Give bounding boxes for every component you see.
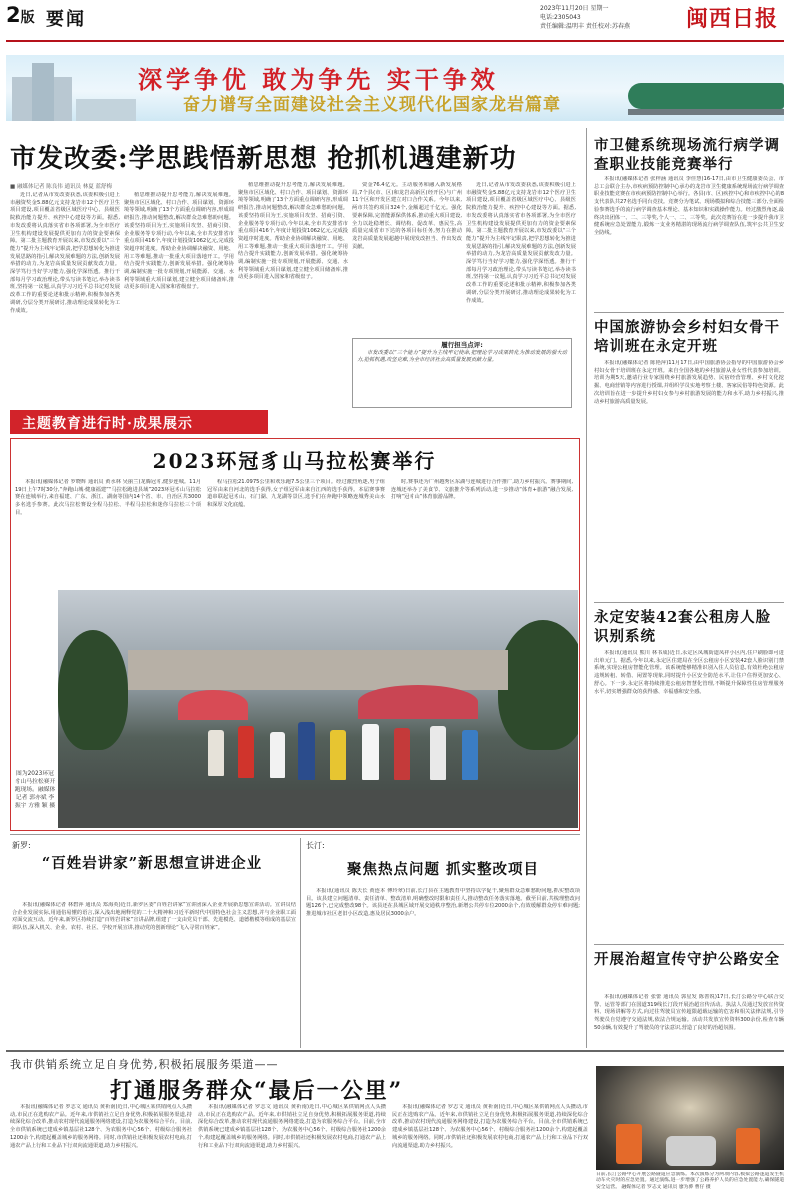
- right-rule: [594, 312, 784, 313]
- changting-body: 本报讯(通讯员 陈天长 黄连本 傅玲翠)日前,长汀县在主题教育中坚持以学促干,聚焦群众急难愁盼问题,抓实整改项目。该县建立问题清单、责任清单、整改清单,明确整改时限和责任人,推动整改任务落实落地。截至目前,共梳理整改问题126个,已完成整改98个。该县还在县城区域开展交通秩序整治,新增公共停车位2000余个,有效缓解群众停车难问题;推进城市社区老旧小区改造,惠及居民3000余户。: [306, 888, 580, 918]
- right-headline-4: 开展治超宣传守护公路安全: [594, 951, 780, 968]
- tunnel-photo-caption: 日前,长汀公路中心开展公路隧道应急演练。本次演练分为两项内容,模拟公路遂道发生机动车火灾时的应急处置。通过演练,进一步增强了公路养护人员的应急处置能力,确保隧道安全运营。 融媒体记者 罗志文 通讯员 廖为骅 曹仔 摄: [596, 1172, 784, 1190]
- lead-column-1: 近日,记者从市发改委获悉,该委积极引进上市融资奖金5.88亿元支持龙岩市12个医疗卫生项目建设,项目覆盖省级区域医疗中心、县级医院救治能力提升、疾控中心建设等方面。据悉,市发改委将认真落实省市各项部署,为全市医疗卫生机构建设发展提供更加有力的资金要素保障。第二批主题教育开展以来,市发改委以“三个能力”提升为主线牢记职责,把学思想转化为推进发展思路的指引,解决发展难题的方法,创新发展举措的动力,为龙岩高质量发展贡献发改力量。深学笃行当好学习能力,强化学深悟透。推行干部每月学习政治理论,带头写读书笔记,举办读书班,坚持第一议题,认真学习习近平总书记对发展改革工作的重要论述和批示精神,积极参加各类调研,分层分类开展研讨,推动理论成果转化为工作成效。: [10, 192, 120, 314]
- lead-column-3: 资金76.4亿元。主动服务和融入新发展格局,7个县(市、区)和龙岩高新区(经开区)与广州11个区和开发区建立对口合作关系。今年以来,两市共签约项目324个,金额超过千亿元。强化要素保障,完善能源保供体系,推动重大项目建设,全力以赴稳增长、调结构、促改革、惠民生,高质量完成省市下达的各项目标任务,努力在推动龙岩高质量发展超越中展现发改担当、作出发改贡献。: [352, 182, 462, 250]
- lead-byline: ■ 融媒体记者 陈良伟 通讯员 林夏 蓝舒梅: [10, 184, 112, 190]
- photo-runner: [394, 728, 410, 780]
- photo-balloons: [358, 685, 478, 719]
- photo-smoke: [666, 1136, 716, 1166]
- photo-runner: [362, 724, 379, 780]
- photo-worker: [736, 1128, 760, 1164]
- photo-runner: [298, 722, 315, 780]
- marathon-column-1: 本报讯(融媒体记者 罗晓辉 通讯员 黄水林 吴丽兰)龙腾冠豸,健步连城。11月19日上午7时30分,“奔跑山城·健康福建”“马拉松跑进县域”2023环冠豸山马拉松赛在连城举行,来自福建、广东、浙江、湖南等国内14个省、市、自治区共3000多名选手参赛。此次马拉松赛设全程马拉松、半程马拉松和迷你马拉松三个项目。: [15, 479, 201, 516]
- xinluo-body: 本报讯(融媒体记者 林碧萍 通讯员 郑海英)近日,新罗区委“百姓岩讲家”宣讲团深入企业开展新思想宣讲活动。宣讲员结合企业发展实际,用通俗易懂的语言,深入浅出地阐释党的二十大精神和习近平新时代中国特色社会主义思想,并与企业职工面对面交流互动。近年来,新罗区持续打造“百姓岩讲家”宣讲品牌,组建了一支由党员干部、先进模范、道德楷模等组成的基层宣讲队伍,深入机关、企业、农村、社区、学校开展宣讲,推动党的创新理论“飞入寻常百姓家”。: [12, 902, 296, 932]
- section-rule: [10, 834, 580, 835]
- page-number: [6, 3, 35, 27]
- right-headline-2: 中国旅游协会乡村妇女骨干培训班在永定开班: [594, 319, 780, 355]
- train-illustration: [628, 83, 784, 109]
- page-number-suffix: 版: [20, 10, 35, 26]
- lead-column-2-left: 植思维推动提升思考能力,解决发展难题。聚焦市区区域化、村口合作、项目谋划、资源环境等领域,明确了13个方面重点调研内容,形成调研报告,推动问题整改,解决群众急难愁盼问题。该委坚持项目为王,实施项目攻坚、招商引资、企业服务等专项行动,今年以来,全市共安排省市重点项目416个,年度计划投资1062亿元,完成投资超序时进度。帮助企业协调解决融资、用地、用工等难题,推动一批重大项目落地开工。学用结合提升实践能力,创新发展举措。强化统筹协调,编制实施一批专项规划,开展能源、交通、水利等领域重大项目谋划,建立健全项目储备库,推动更多项目进入国家和省级盘子。: [124, 192, 234, 291]
- photo-worker: [616, 1124, 642, 1164]
- commentary-body: 市发改委以“三个能力”提升为主线牢记使命,把理论学习成果转化为推动发展的强大动力,抢抓机遇,攻坚克难,为全市经济社会高质量发展贡献力量。: [357, 350, 567, 364]
- photo-runner: [270, 732, 285, 778]
- tower-illustration: [32, 63, 54, 121]
- issue-date: 2023年11月20日 星期一: [540, 5, 609, 12]
- issue-editors: 责任编辑:温明丰 责任校对:苏春燕: [540, 23, 630, 30]
- photo-buildings: [128, 650, 508, 690]
- xinluo-kicker: 新罗:: [12, 841, 31, 850]
- lead-headline: 市发改委:学思践悟新思想 抢抓机遇建新功: [10, 144, 517, 174]
- photo-road: [58, 790, 578, 828]
- supply-column-3: 本报讯(融媒体记者 罗志文 通讯员 黄祈南)近日,中心城区某供销网点人头攒动,市民正在选购农产品。近年来,市供销社立足自身优势,积极拓展服务渠道,持续深化综合改革,推动农村现代流通服务网络建设,打造为农服务综合平台。目前,全市供销系统已建成乡镇基层社128个、为农服务中心56个、村级综合服务社1200余个,构建起覆盖城乡的服务网络。同时,市供销社还积极发展农村电商,打通农产品上行和工业品下行双向流通渠道,助力乡村振兴。: [392, 1104, 588, 1149]
- column-divider: [300, 838, 301, 1048]
- header-rule: [6, 40, 784, 42]
- right-body-3: 本报讯(通讯员 熊川 林书成)近日,永定区凤城街道凤祥小区内,住户刷脸即可进出单元门。据悉,今年以来,永定区住建局在全区公租房小区安装42套人脸识别门禁系统,实现公租房智能化管理。该系统能够精准识别入住人员信息,有效杜绝公租房违规转租、转借、闲置等现象,同时提升小区安全防范水平,让住户住得更加安心、舒心。下一步,永定区将持续推进公租房智慧化管理,不断提升保障性住房管理服务水平,切实增强群众的获得感、幸福感和安全感。: [594, 650, 784, 695]
- issue-phone: 电话:2305043: [540, 14, 581, 21]
- section-title: 要闻: [46, 9, 86, 30]
- photo-runner: [238, 726, 254, 778]
- photo-tree: [498, 620, 578, 750]
- photo-runner: [462, 730, 478, 780]
- masthead-logo: 闽西日报: [686, 6, 779, 32]
- marathon-caption: 图为2023环冠豸山马拉松赛开跑现场。融媒体记者 郭亦斌 李振宇 方雅 颖 摄: [14, 771, 56, 809]
- photo-runner: [330, 730, 346, 780]
- right-headline-3: 永定安装42套公租房人脸识别系统: [594, 609, 772, 645]
- changting-kicker: 长汀:: [306, 841, 325, 850]
- banner-slogan: 深学争优 敢为争先 实干争效: [138, 65, 499, 94]
- commentary-box: [352, 338, 572, 408]
- photo-runner: [430, 726, 446, 780]
- slogan-banner: [6, 55, 784, 121]
- photo-tree: [58, 630, 128, 750]
- marathon-photo: [58, 590, 578, 828]
- issue-meta: [540, 4, 660, 31]
- right-headline-1: 市卫健系统现场流行病学调查职业技能竞赛举行: [594, 137, 780, 173]
- supply-column-1: 本报讯(融媒体记者 罗志文 通讯员 黄祈南)近日,中心城区某供销网点人头攒动,市民正在选购农产品。近年来,市供销社立足自身优势,积极拓展服务渠道,持续深化综合改革,推动农村现代流通服务网络建设,打造为农服务综合平台。目前,全市供销系统已建成乡镇基层社128个、为农服务中心56个、村级综合服务社1200余个,构建起覆盖城乡的服务网络。同时,市供销社还积极发展农村电商,打通农产品上行和工业品下行双向流通渠道,助力乡村振兴。: [10, 1104, 192, 1149]
- page-number-value: 2: [6, 3, 21, 27]
- banner-subtitle: 奋力谱写全面建设社会主义现代化国家龙岩篇章: [183, 95, 561, 115]
- photo-runner: [208, 730, 224, 776]
- supply-column-2: 本报讯(融媒体记者 罗志文 通讯员 黄祈南)近日,中心城区某供销网点人头攒动,市民正在选购农产品。近年来,市供销社立足自身优势,积极拓展服务渠道,持续深化综合改革,推动农村现代流通服务网络建设,打造为农服务综合平台。目前,全市供销系统已建成乡镇基层社128个、为农服务中心56个、村级综合服务社1200余个,构建起覆盖城乡的服务网络。同时,市供销社还积极发展农村电商,打通农产品上行和工业品下行双向流通渠道,助力乡村振兴。: [198, 1104, 386, 1149]
- right-body-1: 本报讯(融媒体记者 张梓涵 通讯员 李佳慧)16-17日,由市卫生健康委员会、市总工会联合主办,市疾病预防控制中心承办的龙岩市卫生健康系统现场流行病学调查职业技能竞赛在市疾病预防控制中心举行。各县(市、区)疾控中心和市疾控中心的8支代表队共27名选手同台竞技。竞赛分为笔试、现场模拟和综合技能三部分,全面检验参赛选手的流行病学调查基本理论、基本知识和实践操作能力。经过激烈角逐,最终决出团体一、二、三等奖,个人一、二、三等奖。此次竞赛旨在进一步提升我市卫健系统应急处置能力,锻炼一支业务精湛的现场流行病学调查队伍,筑牢公共卫生安全防线。: [594, 176, 784, 236]
- rail-illustration: [628, 109, 784, 115]
- right-body-2: 本报讯(融媒体记者 陈艳萍)11月17日,由中国旅游协会指导的中国旅游协会乡村妇女骨干培训班在永定开班。来自全国各地的乡村旅游从业女性代表参加培训。培训为期5天,邀请行业专家围绕乡村旅游发展趋势、民宿经营管理、乡村文化挖掘、电商营销等内容进行授课,并组织学员实地考察土楼、客家民俗等特色资源。此次培训旨在进一步提升乡村妇女参与乡村旅游发展的能力和水平,助力乡村振兴,推动乡村旅游高质量发展。: [594, 360, 784, 405]
- bottom-rule: [6, 1050, 784, 1052]
- marathon-column-2: 程马拉松21.0975公里和欢乐跑7.5公里三个项目。经过激烈角逐,男子组冠军由来自河北的选手获得,女子组冠军由来自江西的选手获得。本届赛事赛道串联起冠豸山、石门湖、九龙湖等景区,选手们在奔跑中领略连城秀美山水和深厚文化底蕴。: [207, 479, 385, 509]
- commentary-title: 履行担当点评:: [441, 341, 483, 349]
- column-divider: [586, 128, 587, 1048]
- theme-tag: 主题教育进行时·成果展示: [10, 410, 268, 434]
- marathon-column-3: 时,赛事还为广州越秀区东湖与连城进行合作推广,助力乡村振兴。赛事期间,连城还举办了美食节、文旅推介等系列活动,进一步推动“体育+旅游”融合发展,打响“冠豸山”体育旅游品牌。: [391, 479, 573, 501]
- xinluo-headline: “百姓岩讲家”新思想宣讲进企业: [41, 855, 263, 872]
- right-rule: [594, 944, 784, 945]
- lead-column-2: 植思维推动提升思考能力,解决发展难题。聚焦市区区域化、村口合作、项目谋划、资源环境等领域,明确了13个方面重点调研内容,形成调研报告,推动问题整改,解决群众急难愁盼问题。该委坚持项目为王,实施项目攻坚、招商引资、企业服务等专项行动,今年以来,全市共安排省市重点项目416个,年度计划投资1062亿元,完成投资超序时进度。帮助企业协调解决融资、用地、用工等难题,推动一批重大项目落地开工。学用结合提升实践能力,创新发展举措。强化统筹协调,编制实施一批专项规划,开展能源、交通、水利等领域重大项目谋划,建立健全项目储备库,推动更多项目进入国家和省级盘子。: [238, 182, 348, 281]
- changting-headline: 聚焦热点问题 抓实整改项目: [346, 861, 540, 878]
- city-illustration: [76, 99, 136, 121]
- photo-balloons: [178, 690, 248, 720]
- tunnel-drill-photo: [596, 1066, 784, 1170]
- supply-headline: 打通服务群众“最后一公里”: [110, 1078, 404, 1104]
- right-rule: [594, 602, 784, 603]
- right-body-4: 本报讯(融媒体记者 张蕾 通讯员 郭星发 陈善锐)17日,长汀公路分中心联合交警、运管等部门在国道319线长汀段开展治超宣传活动。执法人员通过发放宣传资料、现场讲解等方式,向过往驾驶员宣传超限超载运输的危害和相关法律法规,引导驾驶员自觉遵守交通法规,依法合规运输。活动共发放宣传资料300余份,检查车辆50余辆,有效提升了驾驶员的守法意识,营造了良好的治超氛围。: [594, 994, 784, 1031]
- supply-kicker: 我市供销系统立足自身优势,积极拓展服务渠道——: [10, 1058, 279, 1071]
- marathon-headline: 2023环冠豸山马拉松赛举行: [152, 449, 437, 473]
- lead-column-4: 近日,记者从市发改委获悉,该委积极引进上市融资奖金5.88亿元支持龙岩市12个医疗卫生项目建设,项目覆盖省级区域医疗中心、县级医院救治能力提升、疾控中心建设等方面。据悉,市发改委将认真落实省市各项部署,为全市医疗卫生机构建设发展提供更加有力的资金要素保障。第二批主题教育开展以来,市发改委以“三个能力”提升为主线牢记职责,把学思想转化为推进发展思路的指引,解决发展难题的方法,创新发展举措的动力,为龙岩高质量发展贡献发改力量。深学笃行当好学习能力,强化学深悟透。推行干部每月学习政治理论,带头写读书笔记,举办读书班,坚持第一议题,认真学习习近平总书记对发展改革工作的重要论述和批示精神,积极参加各类调研,分层分类开展研讨,推动理论成果转化为工作成效。: [466, 182, 576, 304]
